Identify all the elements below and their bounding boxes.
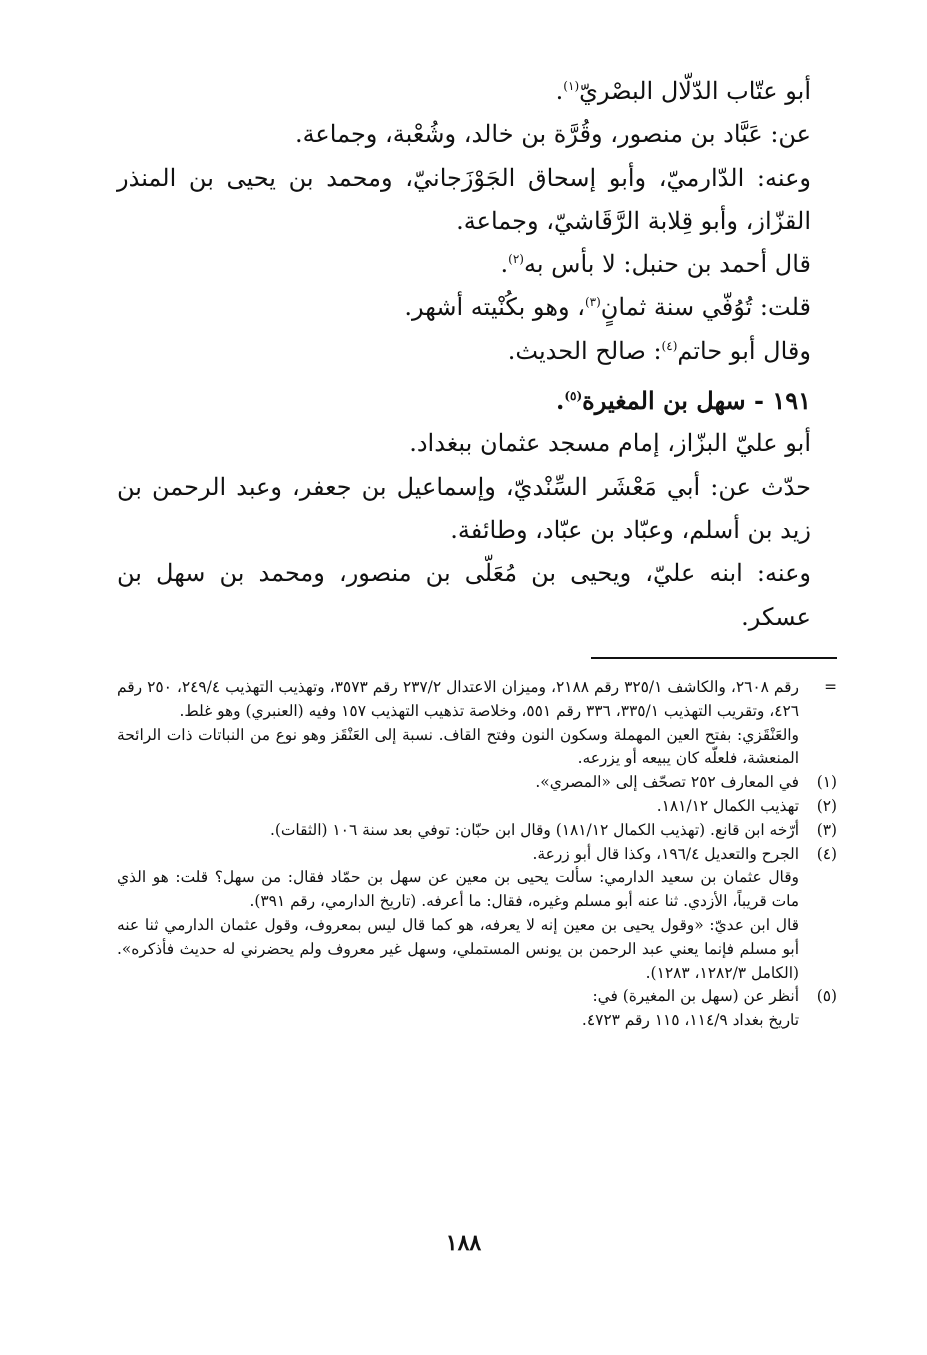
footnote-number: (١) (816, 773, 837, 792)
footnote-4 (117, 843, 837, 867)
entry-190-abu-hatim: وقال أبو حاتم$^{(٤)}$: صالح الحديث. (507, 336, 811, 365)
continuation-mark: = (824, 678, 837, 696)
footnote-5-source: تاريخ بغداد ١١٤/٩، ١١٥ رقم ٤٧٢٣. (581, 1011, 799, 1030)
footnote-5 (117, 985, 837, 1009)
page-number: ١٨٨ (445, 1230, 482, 1256)
footnote-number: (٣) (816, 820, 837, 839)
footnote-separator (591, 657, 837, 659)
entry-190-ahmad-quote: قال أحمد بن حنبل: لا بأس به$^{(٢)}$. (500, 250, 811, 279)
footnotes (117, 676, 837, 1033)
entry-191-narrators: وعنه: ابنه عليّ، ويحيى بن مُعَلّى بن منصور، ومحمد بن سهل بن عسكر. (117, 559, 811, 631)
footnote-ref-1[interactable]: (١) (563, 79, 580, 93)
footnote-text: أرّخه ابن قانع. (تهذيب الكمال ١٨١/١٢) وقال ابن حبّان: توفي بعد سنة ١٠٦ (الثقات). (270, 820, 799, 839)
footnote-number: (٤) (816, 844, 837, 863)
main-text (117, 70, 837, 639)
footnote-text: أنظر عن (سهل بن المغيرة) في: (592, 987, 799, 1006)
footnote-ref-2[interactable]: (٢) (508, 252, 524, 267)
entry-190-narrated-from: عن: عَبَّاد بن منصور، وقُرَّة بن خالد، وشُعْبة، وجماعة. (294, 120, 811, 149)
entry-190-narrators: وعنه: الدّارميّ، وأبو إسحاق الجَوْزَجانيّ، ومحمد بن يحيى بن المنذر القزّاز، وأبو قِلابة الرَّقَاشيّ، وجماعة. (117, 163, 812, 235)
footnote-ref-4[interactable]: (٤) (661, 338, 678, 353)
footnote-continuation-2: والعَنْقَزي: بفتح العين المهملة وسكون النون وفتح القاف. نسبة إلى العَنْقَز وهو نوع من النباتات ذات الرائحة المنعشة، فلعلّه كان يبيعه أو يزرعه. (117, 725, 799, 768)
entry-190-death: قلت: تُوُفّي سنة ثمانٍ$^{(٣)}$، وهو بكُنْيته أشهر. (404, 293, 811, 322)
footnote-ref-5[interactable]: (٥) (564, 389, 583, 404)
footnote-number: (٢) (816, 796, 837, 815)
footnote-text: تهذيب الكمال ١٨١/١٢. (656, 796, 799, 815)
entry-191-narrated-from: حدّث عن: أبي مَعْشَر السِّنْديّ، وإسماعيل بن جعفر، وعبد الرحمن بن زيد بن أسلم، وعبّاد بن عبّاد، وطائفة. (117, 472, 811, 544)
footnote-2 (117, 795, 837, 819)
footnote-text: الجرح والتعديل ١٩٦/٤، وكذا قال أبو زرعة. (532, 844, 799, 863)
footnote-4-darimi: وقال عثمان بن سعيد الدارمي: سألت يحيى بن معين عن سهل بن حمّاد فقال: من سهل؟ قلت: هو الذي مات قريباً، الأزدي. ثنا عنه أبو مسلم وغيره، فقال: ما أعرفه. (تاريخ الدارمي، رقم ٣٩١). (117, 868, 799, 911)
footnote-number: (٥) (816, 987, 837, 1006)
entry-191-heading: ١٩١ - سهل بن المغيرة$^{(٥)}$. (555, 386, 811, 416)
footnote-ref-3[interactable]: (٣) (584, 295, 601, 310)
entry-190-kunya: أبو عتّاب الدّلّال البصْريّ$^{(١)}$. (555, 77, 811, 105)
footnote-3 (117, 819, 837, 843)
footnote-1 (117, 771, 837, 795)
entry-191-kunya: أبو عليّ البزّاز، إمام مسجد عثمان ببغداد. (409, 429, 811, 458)
footnote-4-ibn-adi: قال ابن عديّ: «وقول يحيى بن معين إنه لا يعرفه، هو كما قال ليس بمعروف، وقول عثمان الدارمي ثنا عنه أبو مسلم فإنما يعني عبد الرحمن بن يونس المستملي، وسهل غير معروف ولم يحضرني له حديث فأذكره». (الكامل ١٢٨٢/٣، ١٢٨٣). (117, 915, 799, 982)
footnote-continuation: = رقم ٢٦٠٨، والكاشف ٣٢٥/١ رقم ٢١٨٨، وميزان الاعتدال ٢٣٧/٢ رقم ٣٥٧٣، وتهذيب التهذيب ٢٤٩/٤، ٢٥٠ رقم ٤٢٦، وتقريب التهذيب ٣٣٥/١، ٣٣٦ رقم ٥٥١، وخلاصة تذهيب التهذيب ١٥٧ وفيه (العنبري) وهو غلط. (117, 678, 837, 720)
footnote-text: في المعارف ٢٥٢ تصحّف إلى «المصري». (535, 773, 799, 792)
